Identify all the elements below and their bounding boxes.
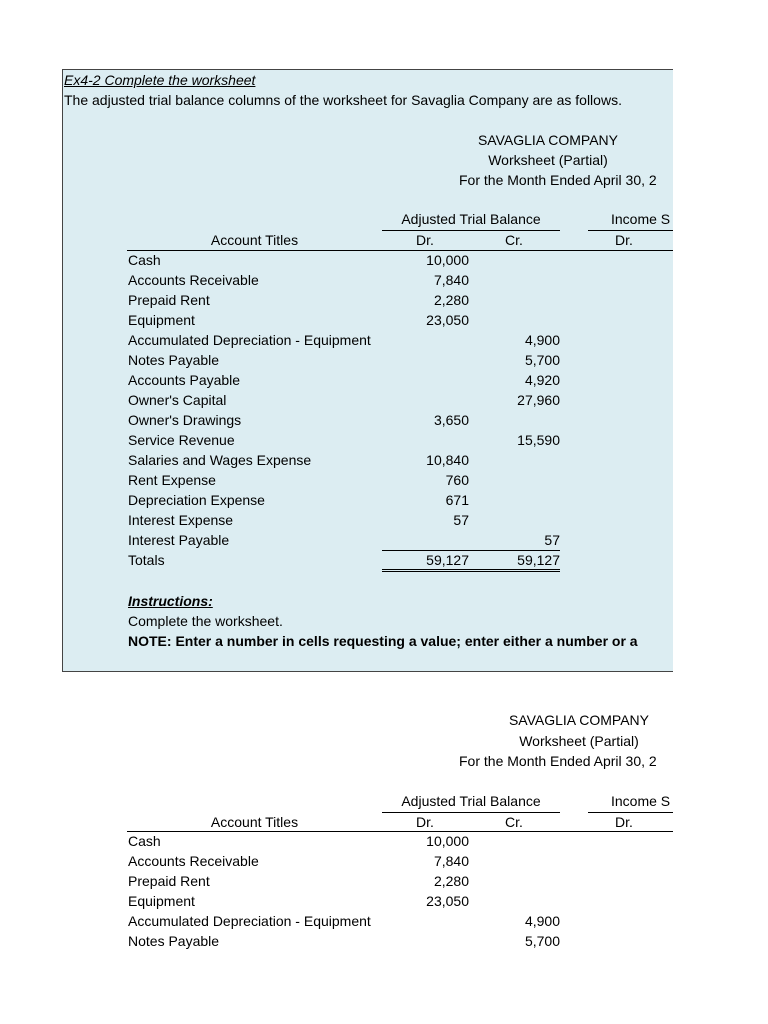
answer-row-account-0: Cash <box>128 833 161 849</box>
tb-row-dr-3: 23,050 <box>426 312 469 328</box>
answer-dr-header: Dr. <box>416 814 434 830</box>
account-titles-header: Account Titles <box>210 232 299 248</box>
answer-atb-group-header: Adjusted Trial Balance <box>401 793 541 809</box>
tb-row-account-9: Service Revenue <box>128 432 235 448</box>
answer-company-name: SAVAGLIA COMPANY <box>508 712 650 728</box>
tb-row-account-6: Accounts Payable <box>128 372 241 388</box>
tb-row-dr-10: 10,840 <box>426 452 469 468</box>
answer-row-account-1: Accounts Receivable <box>128 853 259 869</box>
answer-row-cr-4: 4,900 <box>524 913 560 929</box>
tb-row-account-3: Equipment <box>128 312 195 328</box>
answer-cr-header: Cr. <box>505 814 523 830</box>
tb-row-account-2: Prepaid Rent <box>128 292 210 308</box>
answer-account-titles-header: Account Titles <box>210 814 299 830</box>
tb-row-account-1: Accounts Receivable <box>128 272 259 288</box>
totals-dr: 59,127 <box>426 552 469 568</box>
tb-row-account-4: Accumulated Depreciation - Equipment <box>128 332 371 348</box>
tb-row-dr-0: 10,000 <box>426 252 469 268</box>
tb-row-account-13: Interest Expense <box>128 512 234 528</box>
answer-row-account-2: Prepaid Rent <box>128 873 210 889</box>
answer-row-account-4: Accumulated Depreciation - Equipment <box>128 913 371 929</box>
answer-row-dr-1: 7,840 <box>433 853 469 869</box>
tb-row-dr-8: 3,650 <box>433 412 469 428</box>
tb-row-dr-2: 2,280 <box>433 292 469 308</box>
tb-row-cr-7: 27,960 <box>517 392 560 408</box>
answer-row-account-3: Equipment <box>128 893 195 909</box>
totals-label: Totals <box>128 552 165 568</box>
tb-row-account-8: Owner's Drawings <box>128 412 242 428</box>
tb-row-dr-11: 760 <box>445 472 469 488</box>
exercise-intro: The adjusted trial balance columns of the worksheet for Savaglia Company are as follows. <box>64 92 622 108</box>
answer-row-dr-0: 10,000 <box>426 833 469 849</box>
company-name: SAVAGLIA COMPANY <box>477 132 619 148</box>
dr-header: Dr. <box>416 232 434 248</box>
is-group-header: Income S <box>611 211 671 227</box>
tb-row-account-5: Notes Payable <box>128 352 220 368</box>
instructions-note: NOTE: Enter a number in cells requesting a value; enter either a number or a <box>128 633 638 649</box>
totals-cr: 59,127 <box>517 552 560 568</box>
tb-row-cr-6: 4,920 <box>524 372 560 388</box>
answer-worksheet-subtitle: Worksheet (Partial) <box>519 733 639 749</box>
period-line: For the Month Ended April 30, 2 <box>459 172 657 188</box>
tb-row-cr-5: 5,700 <box>524 352 560 368</box>
tb-row-cr-4: 4,900 <box>524 332 560 348</box>
worksheet-subtitle: Worksheet (Partial) <box>488 152 608 168</box>
answer-period-line: For the Month Ended April 30, 2 <box>459 753 657 769</box>
answer-row-dr-3: 23,050 <box>426 893 469 909</box>
answer-row-account-5: Notes Payable <box>128 933 220 949</box>
exercise-title: Ex4-2 Complete the worksheet <box>64 72 256 88</box>
instructions-heading: Instructions: <box>128 593 213 609</box>
cr-header: Cr. <box>505 232 523 248</box>
answer-is-dr-header: Dr. <box>615 814 633 830</box>
is-dr-header: Dr. <box>615 232 633 248</box>
tb-row-account-10: Salaries and Wages Expense <box>128 452 312 468</box>
tb-row-account-12: Depreciation Expense <box>128 492 265 508</box>
tb-row-account-11: Rent Expense <box>128 472 216 488</box>
tb-row-cr-9: 15,590 <box>517 432 560 448</box>
tb-row-account-7: Owner's Capital <box>128 392 227 408</box>
tb-row-cr-14: 57 <box>544 532 560 548</box>
tb-row-account-0: Cash <box>128 252 161 268</box>
instructions-line: Complete the worksheet. <box>128 613 283 629</box>
atb-group-header: Adjusted Trial Balance <box>401 211 541 227</box>
tb-row-dr-13: 57 <box>453 512 469 528</box>
answer-worksheet <box>0 700 673 960</box>
answer-row-cr-5: 5,700 <box>524 933 560 949</box>
problem-panel <box>62 69 673 672</box>
answer-is-group-header: Income S <box>611 793 671 809</box>
tb-row-account-14: Interest Payable <box>128 532 230 548</box>
tb-row-dr-1: 7,840 <box>433 272 469 288</box>
tb-row-dr-12: 671 <box>445 492 469 508</box>
answer-row-dr-2: 2,280 <box>433 873 469 889</box>
